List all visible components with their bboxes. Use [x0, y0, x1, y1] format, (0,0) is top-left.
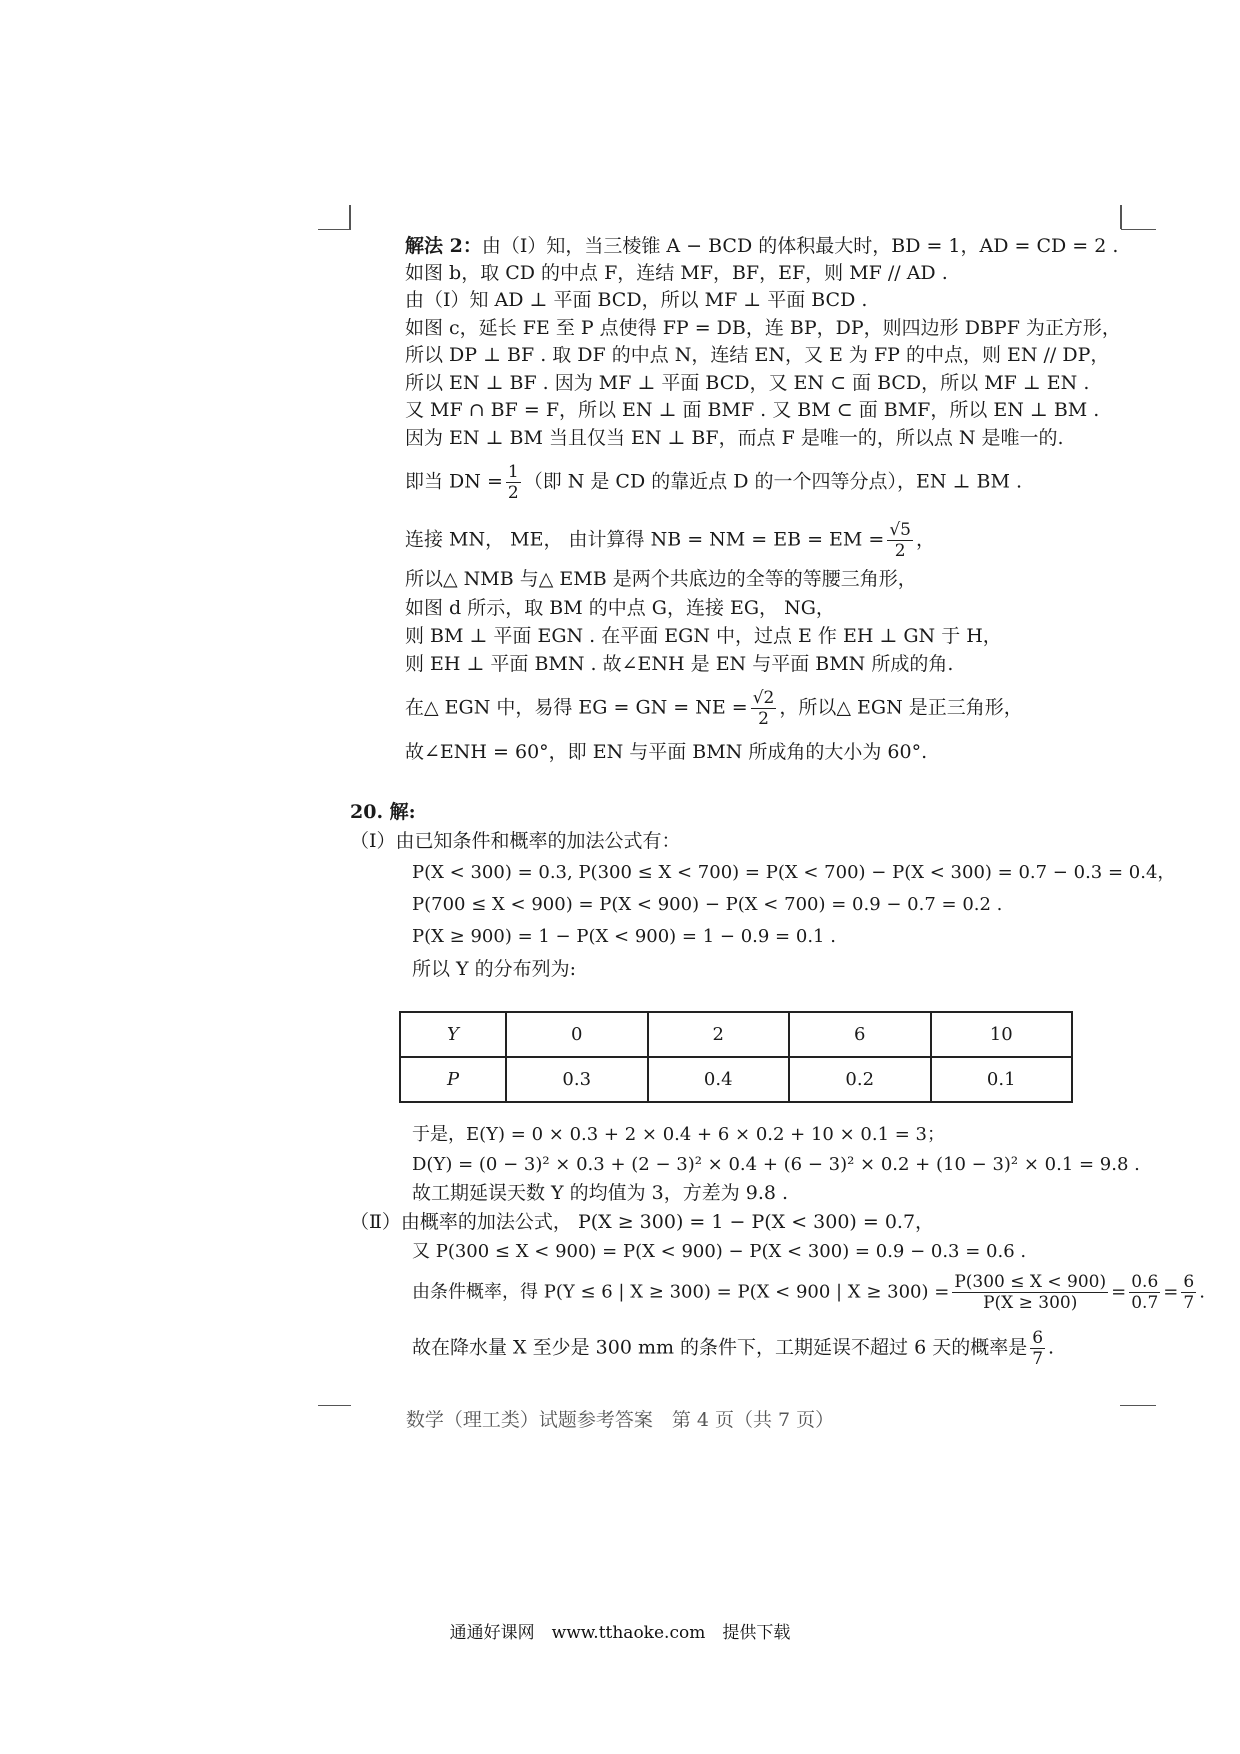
- fraction: [1129, 1272, 1160, 1313]
- fraction-numerator: 1: [507, 462, 519, 482]
- equation: 又 P(300 ≤ X < 900) = P(X < 900) − P(X < 300) = 0.9 − 0.3 = 0.6 .: [412, 1241, 1027, 1262]
- answer-prefix: 故在降水量 X 至少是 300 mm 的条件下，工期延误不超过 6 天的概率是: [412, 1336, 1028, 1359]
- part-1-intro: （Ⅰ）由已知条件和概率的加法公式有：: [350, 830, 681, 852]
- fraction-numerator: 6: [1183, 1272, 1195, 1292]
- equation: P(700 ≤ X < 900) = P(X < 900) − P(X < 700) = 0.9 − 0.7 = 0.2 .: [412, 894, 1003, 915]
- expectation-line: 于是，E(Y) = 0 × 0.3 + 2 × 0.4 + 6 × 0.2 + 10 × 0.1 = 3；: [412, 1124, 946, 1145]
- conclusion-line: 故工期延误天数 Y 的均值为 3，方差为 9.8 .: [412, 1182, 789, 1204]
- proof-line: 所以△ NMB 与△ EMB 是两个共底边的全等的等腰三角形，: [405, 568, 917, 590]
- equation-prefix: 由条件概率，得 P(Y ≤ 6 | X ≥ 300) = P(X < 900 | X ≥ 300) =: [412, 1281, 950, 1303]
- fraction-denominator: 2: [507, 483, 519, 503]
- table-cell: 0.3: [506, 1057, 648, 1102]
- fraction: [887, 520, 913, 561]
- proof-line: 如图 b，取 CD 的中点 F，连结 MF，BF，EF，则 MF // AD .: [405, 262, 948, 284]
- table-cell: 0.1: [931, 1057, 1073, 1102]
- answer-suffix: .: [1048, 1336, 1055, 1359]
- proof-line-fraction: [405, 520, 935, 561]
- variance-line: D(Y) = (0 − 3)² × 0.3 + (2 − 3)² × 0.4 + (6 − 3)² × 0.2 + (10 − 3)² × 0.1 = 9.8 .: [412, 1154, 1140, 1175]
- equation: P(X ≥ 900) = 1 − P(X < 900) = 1 − 0.9 = 0.1 .: [412, 926, 836, 947]
- download-credit: 通通好课网 www.tthaoke.com 提供下载: [449, 1623, 791, 1643]
- fraction-denominator: 7: [1183, 1293, 1195, 1313]
- table-cell: 2: [648, 1012, 790, 1057]
- fraction-numerator: P(300 ≤ X < 900): [954, 1272, 1107, 1292]
- fraction-numerator: √2: [752, 688, 775, 708]
- fraction-prefix: 在△ EGN 中，易得 EG = GN = NE =: [405, 696, 748, 719]
- fraction-denominator: 0.7: [1131, 1293, 1159, 1313]
- proof-line: 如图 d 所示，取 BM 的中点 G，连接 EG， NG，: [405, 597, 835, 619]
- table-cell: 6: [789, 1012, 931, 1057]
- fraction-suffix: （即 N 是 CD 的靠近点 D 的一个四等分点），EN ⊥ BM .: [523, 470, 1022, 493]
- proof-line: 则 EH ⊥ 平面 BMN . 故∠ENH 是 EN 与平面 BMN 所成的角.: [405, 653, 954, 675]
- proof-line: 由（Ⅰ）知 AD ⊥ 平面 BCD，所以 MF ⊥ 平面 BCD .: [405, 289, 868, 311]
- table-header-cell: Y: [400, 1012, 506, 1057]
- crop-mark-tr-h: [1121, 229, 1156, 230]
- equals-sign: =: [1111, 1281, 1127, 1303]
- distribution-intro: 所以 Y 的分布列为:: [412, 958, 577, 980]
- fraction-denominator: 7: [1032, 1349, 1044, 1369]
- fraction-prefix: 即当 DN =: [405, 470, 503, 493]
- crop-mark-tr-v: [1120, 205, 1122, 229]
- fraction-numerator: 6: [1032, 1328, 1044, 1348]
- equation: P(X < 300) = 0.3, P(300 ≤ X < 700) = P(X < 700) − P(X < 300) = 0.7 − 0.3 = 0.4，: [412, 862, 1176, 883]
- fraction: [952, 1272, 1108, 1313]
- proof-line: 如图 c，延长 FE 至 P 点使得 FP = DB，连 BP，DP，则四边形 DBPF 为正方形，: [405, 317, 1121, 339]
- proof-line: 因为 EN ⊥ BM 当且仅当 EN ⊥ BF，而点 F 是唯一的，所以点 N 是唯一的.: [405, 427, 1064, 449]
- proof-line: 所以 DP ⊥ BF . 取 DF 的中点 N，连结 EN，又 E 为 FP 的中点，则 EN // DP，: [405, 344, 1110, 366]
- fraction-numerator: √5: [889, 520, 911, 540]
- page-footer: 数学（理工类）试题参考答案 第 4 页（共 7 页）: [405, 1409, 835, 1431]
- fraction-denominator: 2: [758, 709, 769, 729]
- fraction: [1030, 1328, 1045, 1369]
- fraction-suffix: ，: [916, 528, 936, 551]
- fraction-prefix: 连接 MN， ME， 由计算得 NB = NM = EB = EM =: [405, 528, 885, 551]
- proof-line: 则 BM ⊥ 平面 EGN . 在平面 EGN 中，过点 E 作 EH ⊥ GN 于 H，: [405, 625, 1002, 647]
- proof-line-fraction: [405, 688, 1023, 729]
- table-cell: 0.2: [789, 1057, 931, 1102]
- table-header-cell: P: [400, 1057, 506, 1102]
- fraction-suffix: ，所以△ EGN 是正三角形，: [779, 696, 1023, 719]
- table-cell: 10: [931, 1012, 1073, 1057]
- table-row: [400, 1012, 1072, 1057]
- fraction: [1181, 1272, 1196, 1313]
- part-2-intro: （Ⅱ）由概率的加法公式， P(X ≥ 300) = 1 − P(X < 300) = 0.7，: [350, 1211, 935, 1233]
- method-label: 解法 2：: [405, 235, 482, 257]
- fraction-numerator: 0.6: [1131, 1272, 1159, 1292]
- table-cell: 0: [506, 1012, 648, 1057]
- fraction-denominator: 2: [894, 541, 906, 561]
- fraction-denominator: P(X ≥ 300): [983, 1293, 1078, 1313]
- equation-suffix: .: [1199, 1281, 1205, 1303]
- proof-line: [405, 234, 1118, 258]
- crop-mark-tl-h: [318, 229, 351, 230]
- conditional-probability-line: [412, 1272, 1205, 1313]
- distribution-table: [399, 1011, 1073, 1103]
- proof-line: 所以 EN ⊥ BF . 因为 MF ⊥ 平面 BCD，又 EN ⊂ 面 BCD，所以 MF ⊥ EN .: [405, 372, 1090, 394]
- question-20-heading: 20. 解:: [350, 801, 416, 823]
- equals-sign: =: [1163, 1281, 1179, 1303]
- table-row: [400, 1057, 1072, 1102]
- final-answer-line: [412, 1328, 1054, 1369]
- proof-line-fraction: [405, 462, 1022, 503]
- fraction: [751, 688, 777, 729]
- crop-mark-tl-v: [349, 205, 351, 229]
- proof-text: 由（Ⅰ）知，当三棱锥 A − BCD 的体积最大时，BD = 1，AD = CD = 2 .: [481, 235, 1119, 257]
- fraction: [506, 462, 521, 503]
- table-cell: 0.4: [648, 1057, 790, 1102]
- proof-line: 又 MF ∩ BF = F，所以 EN ⊥ 面 BMF . 又 BM ⊂ 面 BMF，所以 EN ⊥ BM .: [405, 399, 1100, 421]
- proof-line: 故∠ENH = 60°，即 EN 与平面 BMN 所成角的大小为 60°.: [405, 741, 928, 763]
